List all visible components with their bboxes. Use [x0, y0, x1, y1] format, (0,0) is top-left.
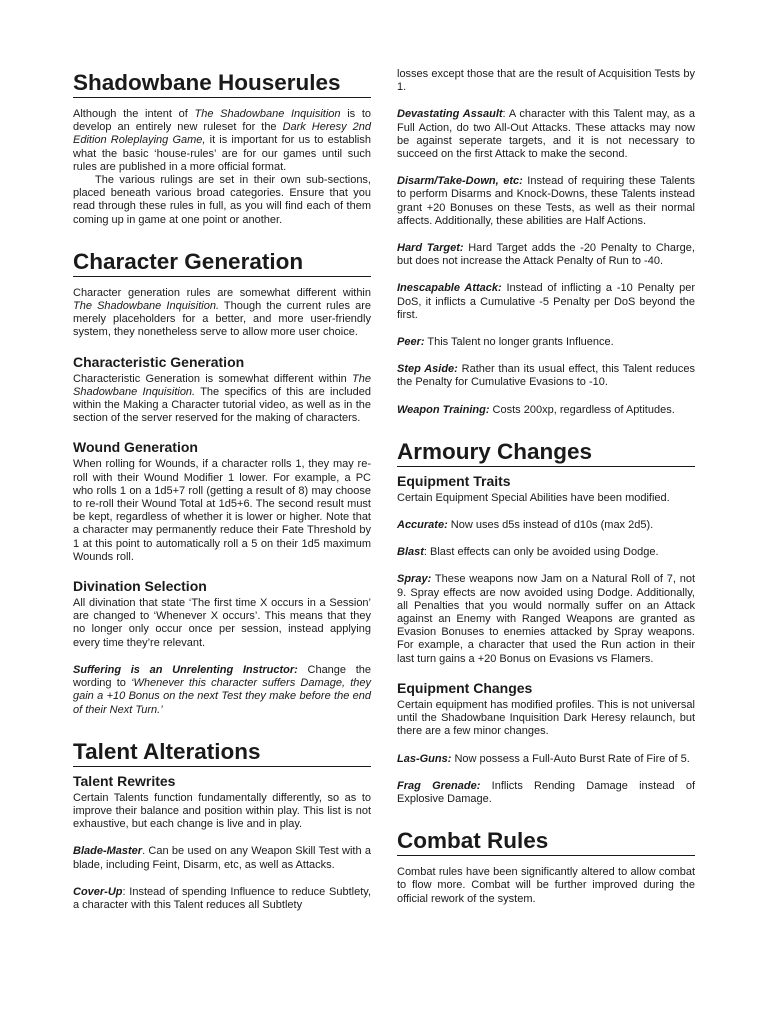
wound-paragraph: When rolling for Wounds, if a character rolls 1, they may re-roll with their Wound Modifier 1 lower. For example, a PC who rolls 1 on a 1d5+7 roll (getting a result of 8) may choose to re-roll their Wound Total at 1d5+6. The second result must be kept, regardless of whether it is lower or higher. Note that a character may permanently reduce their Fate Threshold by 1 at this point to automatically roll a 5 on their 1d5 maximum Wounds roll.	[73, 458, 371, 563]
weapon-training-paragraph: Weapon Training: Costs 200xp, regardless of Aptitudes.	[397, 403, 675, 416]
traits-paragraph: Certain Equipment Special Abilities have been modified.	[397, 491, 670, 504]
accurate-paragraph: Accurate: Now uses d5s instead of d10s (max 2d5).	[397, 519, 654, 532]
combat-paragraph: Combat rules have been significantly altered to allow combat to flow more. Combat will be further improved during the official rework of the system.	[397, 866, 695, 905]
peer-paragraph: Peer: This Talent no longer grants Influence.	[397, 336, 614, 349]
section-title-character-generation: Character Generation	[73, 249, 371, 277]
cover-up-paragraph: Cover-Up: Instead of spending Influence to reduce Subtlety, a character with this Talent reduces all Subtlety	[73, 885, 371, 911]
intro-paragraph-2: The various rulings are set in their own sub-sections, placed beneath various broad categories. Ensure that you read through these rules in full, as you will find each of them coming up in game at one point or another.	[73, 174, 371, 226]
rewrites-paragraph: Certain Talents function fundamentally differently, so as to improve their balance and position within play. This list is not exhaustive, but each change is live and in play.	[73, 791, 371, 831]
section-title-combat-rules: Combat Rules	[397, 828, 695, 856]
hard-target-paragraph: Hard Target: Hard Target adds the -20 Penalty to Charge, but does not increase the Attack Penalty of Run to -40.	[397, 242, 695, 268]
blast-paragraph: Blast: Blast effects can only be avoided using Dodge.	[397, 546, 659, 559]
step-aside-paragraph: Step Aside: Rather than its usual effect, this Talent reduces the Penalty for Cumulative Evasions to -10.	[397, 363, 696, 389]
section-title-houserules: Shadowbane Houserules	[73, 70, 371, 98]
disarm-paragraph: Disarm/Take-Down, etc: Instead of requiring these Talents to perform Disarms and Knock-Downs, these Talents instead grant +20 Bonuses on these Tests, as well as their normal affects. Additionally, these abilities are Half Actions.	[397, 175, 695, 227]
blade-master-paragraph: Blade-Master. Can be used on any Weapon Skill Test with a blade, including Feint, Disarm, etc, as well as Attacks.	[73, 845, 371, 871]
cover-up-continued: losses except those that are the result of Acquisition Tests by 1.	[397, 68, 695, 94]
changes-paragraph: Certain equipment has modified profiles. This is not universal until the Shadowbane Inquisition Dark Heresy relaunch, but there are a few minor changes.	[397, 698, 695, 738]
divination-paragraph: All divination that state ‘The first time X occurs in a Session’ are changed to ‘Whenever X occurs’. This means that they no longer only occur once per session, instead applying every time they’re relevant.	[73, 597, 371, 649]
spray-paragraph: Spray: These weapons now Jam on a Natural Roll of 7, not 9. Spray effects are now avoided using Dodge. Additionally, all Penalties that you would normally suffer on an Attack against an Enemy with Ranged Weapons are granted as Evasion Bonuses to enemies attacked by Spray weapons. For example, a character that used the Run action in their last turn gains a +20 Bonus on Evasions vs Flamers.	[397, 573, 695, 665]
las-guns-paragraph: Las-Guns: Now possess a Full-Auto Burst Rate of Fire of 5.	[397, 752, 690, 765]
section-title-talent-alterations: Talent Alterations	[73, 739, 371, 767]
chargen-paragraph: Character generation rules are somewhat different within The Shadowbane Inquisition. Though the current rules are merely placeholders for a better, and more user-friendly system, they nonetheless serve to allow more user choice.	[73, 286, 371, 339]
left-column	[73, 0, 371, 912]
inescapable-attack-paragraph: Inescapable Attack: Instead of inflicting a -10 Penalty per DoS, it inflicts a Cumulative -5 Penalty per DoS beyond the first.	[397, 282, 695, 321]
suffering-paragraph: Suffering is an Unrelenting Instructor: Change the wording to ‘Whenever this character suffers Damage, they gain a +10 Bonus on the next Test they make before the end of their Next Turn.’	[73, 663, 372, 716]
subsection-title-equipment-changes: Equipment Changes	[397, 679, 533, 696]
right-column	[397, 0, 695, 906]
section-title-armoury-changes: Armoury Changes	[397, 439, 695, 467]
subsection-title-rewrites: Talent Rewrites	[73, 772, 176, 789]
subsection-title-characteristic: Characteristic Generation	[73, 353, 245, 370]
characteristic-paragraph: Characteristic Generation is somewhat different within The Shadowbane Inquisition. The specifics of this are included within the Making a Character tutorial video, as well as in the section of the server reserved for the making of characters.	[73, 372, 371, 425]
subsection-title-wound: Wound Generation	[73, 439, 198, 456]
frag-grenade-paragraph: Frag Grenade: Inflicts Rending Damage instead of Explosive Damage.	[397, 779, 696, 805]
devastating-assault-paragraph: Devastating Assault: A character with this Talent may, as a Full Action, do two All-Out Attacks. These attacks may now be against seperate targets, and it is not necessary to succeed on the first Attack to make the second.	[397, 108, 695, 161]
subsection-title-divination: Divination Selection	[73, 578, 207, 595]
intro-paragraph: Although the intent of The Shadowbane Inquisition is to develop an entirely new ruleset for the Dark Heresy 2nd Edition Roleplaying Game, it is important for us to establish what the basic ‘house-rules’ are for our games until such rules are published in a more official format.	[73, 108, 372, 173]
subsection-title-equipment-traits: Equipment Traits	[397, 472, 511, 489]
